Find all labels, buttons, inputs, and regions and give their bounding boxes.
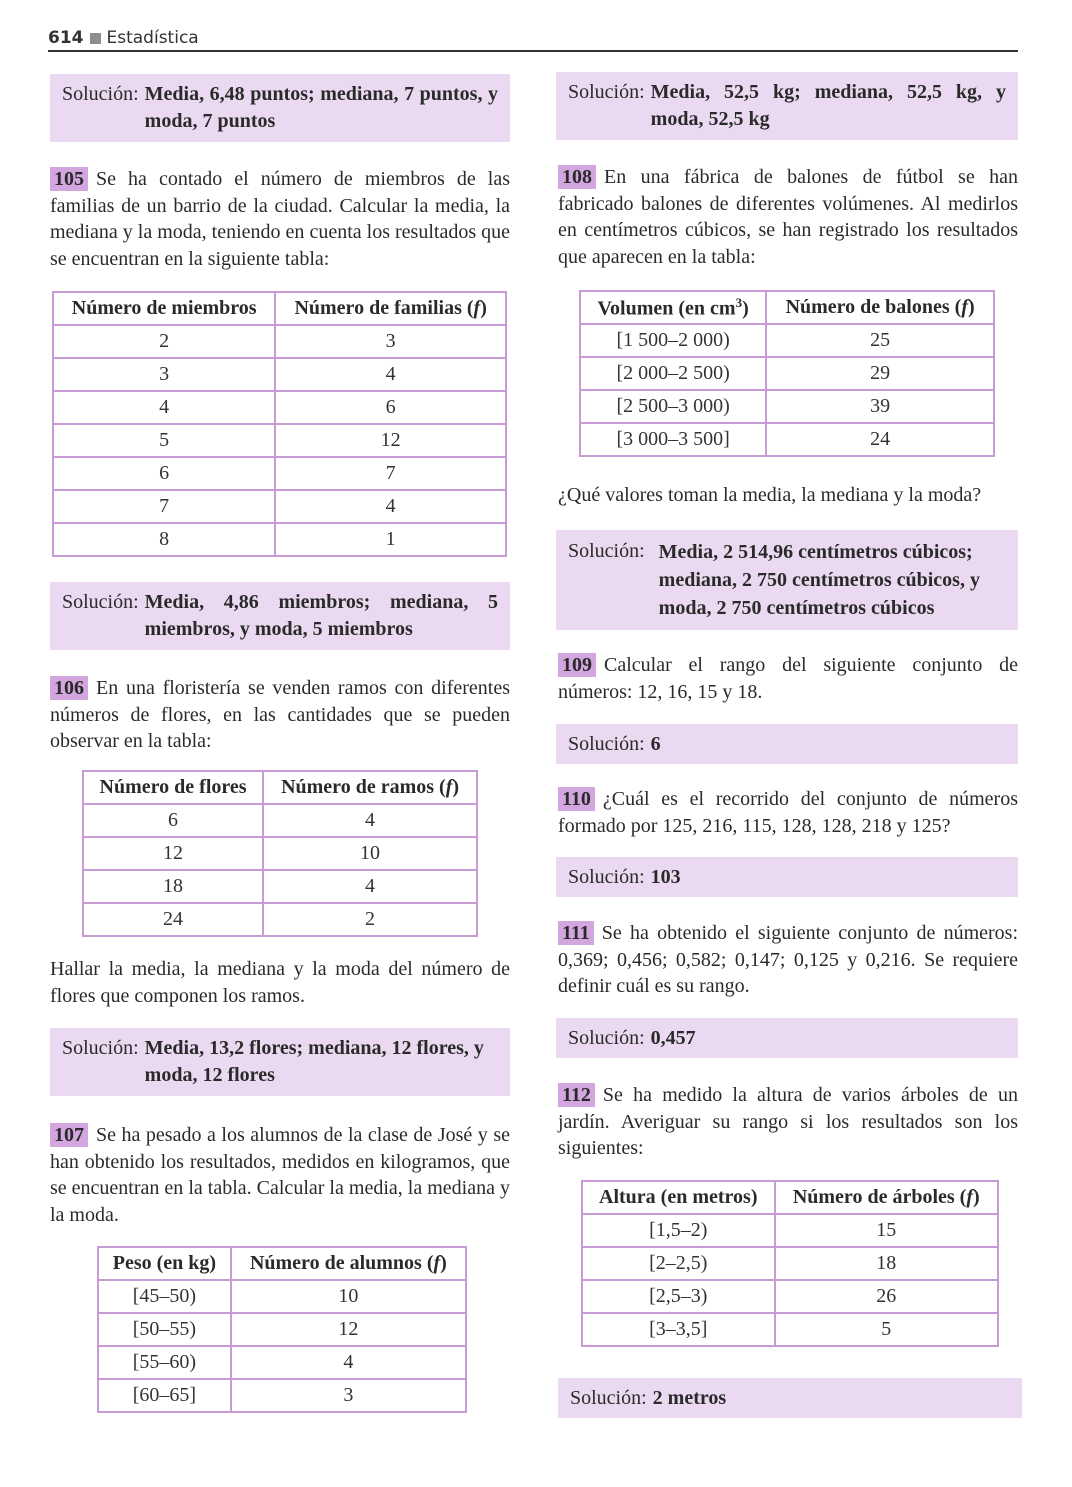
table-row bbox=[53, 457, 506, 490]
table-105 bbox=[52, 291, 507, 557]
exercise-106 bbox=[50, 675, 510, 755]
table-cell: 6 bbox=[275, 391, 506, 424]
exercise-number: 111 bbox=[558, 921, 594, 945]
table-cell: 6 bbox=[83, 804, 263, 837]
header-text: Volumen (en cm bbox=[597, 297, 736, 320]
exercise-112 bbox=[558, 1082, 1018, 1162]
table-row bbox=[53, 424, 506, 457]
table-row bbox=[98, 1280, 466, 1313]
exercise-text: Se ha medido la altura de varios árboles de un jardín. Averiguar su rango si los resultados son los siguientes: bbox=[558, 1084, 1018, 1159]
table-107 bbox=[97, 1246, 467, 1413]
table-cell: [1,5–2) bbox=[582, 1214, 775, 1247]
solution-label: Solución: bbox=[570, 1386, 647, 1409]
table-cell: [60–65] bbox=[98, 1379, 231, 1412]
solution-label: Solución: bbox=[568, 865, 645, 888]
table-cell: 12 bbox=[83, 837, 263, 870]
table-row bbox=[582, 1313, 998, 1346]
table-cell: 2 bbox=[53, 325, 275, 358]
exercise-number: 112 bbox=[558, 1083, 595, 1107]
table-row bbox=[53, 358, 506, 391]
exercise-number: 107 bbox=[50, 1123, 88, 1147]
exercise-number: 105 bbox=[50, 167, 88, 191]
table-cell: 15 bbox=[775, 1214, 998, 1247]
table-cell: [2 500–3 000) bbox=[580, 390, 766, 423]
exercise-number: 108 bbox=[558, 165, 596, 189]
table-row bbox=[98, 1379, 466, 1412]
table-row bbox=[83, 870, 477, 903]
solution-box-107 bbox=[556, 72, 1018, 140]
table-cell: 8 bbox=[53, 523, 275, 556]
table-row bbox=[53, 490, 506, 523]
table-row bbox=[83, 837, 477, 870]
solution-label: Solución: bbox=[62, 83, 139, 105]
table-cell: 2 bbox=[263, 903, 477, 936]
solution-box-110 bbox=[556, 857, 1018, 897]
header-square-icon bbox=[90, 33, 101, 44]
exercise-text: Se ha pesado a los alumnos de la clase de José y se han obtenido los resultados, medidos en kilogramos, que se encuentran en la tabla. Calcular la media, la mediana y la moda. bbox=[50, 1124, 510, 1226]
solution-text: Media, 52,5 kg; mediana, 52,5 kg, y moda, 52,5 kg bbox=[650, 81, 1006, 130]
solution-label: Solución: bbox=[568, 1026, 645, 1049]
table-header: Número de árboles (f) bbox=[775, 1181, 998, 1214]
table-cell: 4 bbox=[53, 391, 275, 424]
table-cell: 18 bbox=[83, 870, 263, 903]
solution-box-112 bbox=[558, 1378, 1022, 1418]
solution-box-105 bbox=[50, 582, 510, 650]
solution-label: Solución: bbox=[62, 1037, 139, 1059]
section-title: Estadística bbox=[106, 28, 199, 48]
table-cell: [1 500–2 000) bbox=[580, 324, 766, 357]
table-cell: 26 bbox=[775, 1280, 998, 1313]
table-cell: 1 bbox=[275, 523, 506, 556]
table-112 bbox=[581, 1180, 999, 1347]
table-header: Peso (en kg) bbox=[98, 1247, 231, 1280]
solution-label: Solución: bbox=[568, 540, 645, 562]
solution-box-111 bbox=[556, 1018, 1018, 1058]
table-header: Número de balones (f) bbox=[766, 291, 994, 324]
table-cell: 5 bbox=[775, 1313, 998, 1346]
exercise-text: ¿Qué valores toman la media, la mediana y la moda? bbox=[558, 484, 982, 506]
table-cell: [3–3,5] bbox=[582, 1313, 775, 1346]
table-row bbox=[582, 1247, 998, 1280]
exercise-105 bbox=[50, 166, 510, 272]
table-header bbox=[580, 291, 766, 324]
solution-text: Media, 6,48 puntos; mediana, 7 puntos, y moda, 7 puntos bbox=[144, 83, 498, 132]
table-cell: 7 bbox=[53, 490, 275, 523]
table-cell: [2,5–3) bbox=[582, 1280, 775, 1313]
table-row bbox=[53, 391, 506, 424]
header-superscript: 3 bbox=[735, 294, 743, 310]
exercise-109 bbox=[558, 652, 1018, 705]
table-cell: 5 bbox=[53, 424, 275, 457]
table-row bbox=[83, 804, 477, 837]
exercise-number: 106 bbox=[50, 676, 88, 700]
solution-text: 6 bbox=[650, 732, 661, 755]
table-cell: 24 bbox=[83, 903, 263, 936]
table-header: Número de ramos (f) bbox=[263, 771, 477, 804]
exercise-106-question bbox=[50, 956, 510, 1009]
table-cell: 12 bbox=[231, 1313, 466, 1346]
table-row bbox=[53, 523, 506, 556]
exercise-text: Se ha obtenido el siguiente conjunto de números: 0,369; 0,456; 0,582; 0,147; 0,125 y 0,216. Se requiere definir cuál es su rango. bbox=[558, 922, 1018, 997]
solution-text: Media, 4,86 miembros; mediana, 5 miembros, y moda, 5 miembros bbox=[144, 591, 498, 640]
table-cell: 3 bbox=[231, 1379, 466, 1412]
table-cell: [2 000–2 500) bbox=[580, 357, 766, 390]
solution-box-104 bbox=[50, 74, 510, 142]
table-cell: 3 bbox=[275, 325, 506, 358]
table-106 bbox=[82, 770, 478, 937]
solution-box-108 bbox=[556, 530, 1018, 630]
solution-text: 2 metros bbox=[652, 1386, 727, 1409]
solution-text: Media, 2 514,96 centímetros cúbicos; mediana, 2 750 centímetros cúbicos, y moda, 2 750 centímetros cúbicos bbox=[658, 541, 980, 619]
table-row bbox=[98, 1346, 466, 1379]
table-108 bbox=[579, 290, 995, 457]
table-row bbox=[580, 324, 994, 357]
table-row bbox=[580, 423, 994, 456]
page-number: 614 bbox=[48, 28, 84, 48]
table-cell: 3 bbox=[53, 358, 275, 391]
table-header: Altura (en metros) bbox=[582, 1181, 775, 1214]
table-cell: [2–2,5) bbox=[582, 1247, 775, 1280]
table-cell: 6 bbox=[53, 457, 275, 490]
table-cell: 4 bbox=[231, 1346, 466, 1379]
table-row bbox=[582, 1280, 998, 1313]
table-row bbox=[580, 357, 994, 390]
table-row bbox=[580, 390, 994, 423]
table-row bbox=[582, 1214, 998, 1247]
table-cell: 12 bbox=[275, 424, 506, 457]
table-cell: 4 bbox=[263, 804, 477, 837]
table-cell: 4 bbox=[275, 490, 506, 523]
header-text: ) bbox=[742, 297, 749, 320]
table-cell: 24 bbox=[766, 423, 994, 456]
table-row bbox=[83, 903, 477, 936]
table-cell: 25 bbox=[766, 324, 994, 357]
table-row bbox=[98, 1313, 466, 1346]
exercise-text: En una fábrica de balones de fútbol se han fabricado balones de diferentes volúmenes. Al medirlos en centímetros cúbicos, se han registrado los resultados que aparecen en la tabla: bbox=[558, 166, 1018, 268]
exercise-108 bbox=[558, 164, 1018, 270]
table-cell: 18 bbox=[775, 1247, 998, 1280]
table-header: Número de alumnos (f) bbox=[231, 1247, 466, 1280]
table-cell: 10 bbox=[231, 1280, 466, 1313]
table-row bbox=[53, 325, 506, 358]
page-header bbox=[48, 26, 1018, 52]
solution-text: 0,457 bbox=[650, 1026, 696, 1049]
exercise-107 bbox=[50, 1122, 510, 1228]
solution-box-106 bbox=[50, 1028, 510, 1096]
exercise-text: Hallar la media, la mediana y la moda del número de flores que componen los ramos. bbox=[50, 958, 510, 1007]
table-cell: [55–60) bbox=[98, 1346, 231, 1379]
table-cell: 29 bbox=[766, 357, 994, 390]
solution-label: Solución: bbox=[568, 732, 645, 755]
solution-box-109 bbox=[556, 724, 1018, 764]
solution-label: Solución: bbox=[568, 81, 645, 103]
solution-label: Solución: bbox=[62, 591, 139, 613]
table-header: Número de flores bbox=[83, 771, 263, 804]
exercise-number: 109 bbox=[558, 653, 596, 677]
table-header: Número de miembros bbox=[53, 292, 275, 325]
exercise-text: En una floristería se venden ramos con diferentes números de flores, en las cantidades que se pueden observar en la tabla: bbox=[50, 677, 510, 752]
exercise-111 bbox=[558, 920, 1018, 1000]
exercise-108-question bbox=[558, 482, 1028, 509]
exercise-text: Se ha contado el número de miembros de las familias de un barrio de la ciudad. Calcular la media, la mediana y la moda, teniendo en cuenta los resultados que se encuentran en la siguiente tabla: bbox=[50, 168, 510, 270]
table-cell: 7 bbox=[275, 457, 506, 490]
exercise-110 bbox=[558, 786, 1018, 839]
table-cell: 4 bbox=[263, 870, 477, 903]
table-cell: 4 bbox=[275, 358, 506, 391]
solution-text: 103 bbox=[650, 865, 681, 888]
solution-text: Media, 13,2 flores; mediana, 12 flores, y moda, 12 flores bbox=[144, 1037, 484, 1086]
table-header: Número de familias (f) bbox=[275, 292, 506, 325]
exercise-number: 110 bbox=[558, 787, 595, 811]
table-cell: [50–55) bbox=[98, 1313, 231, 1346]
table-cell: 39 bbox=[766, 390, 994, 423]
table-cell: 10 bbox=[263, 837, 477, 870]
exercise-text: ¿Cuál es el recorrido del conjunto de números formado por 125, 216, 115, 128, 128, 218 y 125? bbox=[558, 788, 1018, 837]
exercise-text: Calcular el rango del siguiente conjunto de números: 12, 16, 15 y 18. bbox=[558, 654, 1018, 703]
table-cell: [45–50) bbox=[98, 1280, 231, 1313]
table-cell: [3 000–3 500] bbox=[580, 423, 766, 456]
